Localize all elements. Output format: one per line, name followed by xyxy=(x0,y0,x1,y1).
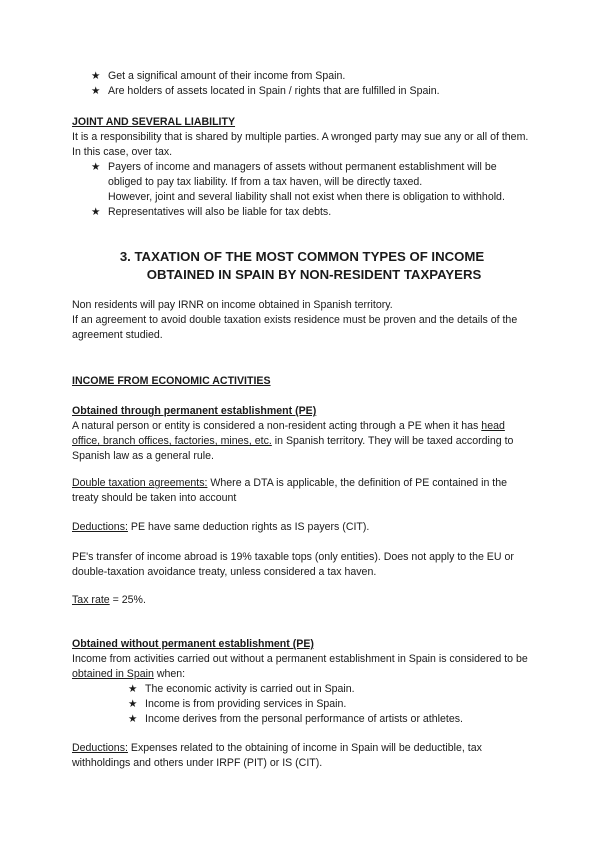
economic-activities-heading: INCOME FROM ECONOMIC ACTIVITIES xyxy=(72,375,271,387)
list-item: ★ Payers of income and managers of assets without permanent establishment will be obliged to pay tax liability. If from a tax haven, will be directly taxed. However, joint and several liability shall not exist when there is obligation to withhold. xyxy=(91,161,505,203)
star-bullet-icon: ★ xyxy=(91,70,101,82)
star-bullet-icon: ★ xyxy=(91,85,101,97)
list-item: ★ Representatives will also be liable for tax debts. xyxy=(91,206,332,218)
deductions-paragraph: Deductions: PE have same deduction rights as IS payers (CIT). xyxy=(72,521,370,533)
list-item: ★ Get a significal amount of their income from Spain. xyxy=(91,70,346,82)
pe-paragraph: A natural person or entity is considered a non-resident acting through a PE when it has head office, branch offices, factories, mines, etc. in Spanish territory. They will be taxed according to Spanish law as a general rule. xyxy=(72,420,514,462)
list-item: ★ Income is from providing services in Spain. xyxy=(128,698,347,710)
star-bullet-icon: ★ xyxy=(128,683,138,695)
star-bullet-icon: ★ xyxy=(91,161,101,173)
list-item: ★ Income derives from the personal performance of artists or athletes. xyxy=(128,713,463,725)
section-3-intro xyxy=(72,298,532,343)
transfer-paragraph: PE's transfer of income abroad is 19% taxable tops (only entities). Does not apply to the EU or double-taxation avoidance treaty, unless considered a tax haven. xyxy=(72,551,514,578)
top-bullet-list xyxy=(72,69,532,99)
section-3-heading: 3. TAXATION OF THE MOST COMMON TYPES OF INCOME OBTAINED IN SPAIN BY NON-RESIDENT TAXPAYERS xyxy=(119,249,485,282)
tax-rate-paragraph: Tax rate = 25%. xyxy=(72,594,146,606)
star-bullet-icon: ★ xyxy=(91,206,101,218)
list-item: ★ Are holders of assets located in Spain / rights that are fulfilled in Spain. xyxy=(91,85,440,97)
joint-liability-heading: JOINT AND SEVERAL LIABILITY xyxy=(72,116,236,128)
joint-liability-intro: It is a responsibility that is shared by multiple parties. A wronged party may sue any or all of them. In this case, over tax. xyxy=(72,131,529,158)
pe-heading: Obtained through permanent establishment (PE) xyxy=(72,405,317,417)
intro-paragraph: Non residents will pay IRNR on income obtained in Spanish territory. xyxy=(72,299,393,311)
dta-paragraph: Double taxation agreements: Where a DTA is applicable, the definition of PE contained in the treaty should be taken into account xyxy=(72,477,507,504)
joint-liability-section xyxy=(72,115,532,220)
deductions-2-paragraph: Deductions: Expenses related to the obtaining of income in Spain will be deductible, tax withholdings and others under IRPF (PIT) or IS (CIT). xyxy=(72,742,482,769)
no-pe-subsection xyxy=(72,637,532,727)
star-bullet-icon: ★ xyxy=(128,713,138,725)
no-pe-paragraph: Income from activities carried out without a permanent establishment in Spain is considered to be obtained in Spain when: xyxy=(72,653,528,680)
no-pe-heading: Obtained without permanent establishment (PE) xyxy=(72,638,314,650)
pe-subsection xyxy=(72,404,532,464)
intro-paragraph: If an agreement to avoid double taxation exists residence must be proven and the details of the agreement studied. xyxy=(72,314,518,341)
star-bullet-icon: ★ xyxy=(128,698,138,710)
list-item: ★ The economic activity is carried out in Spain. xyxy=(128,683,355,695)
